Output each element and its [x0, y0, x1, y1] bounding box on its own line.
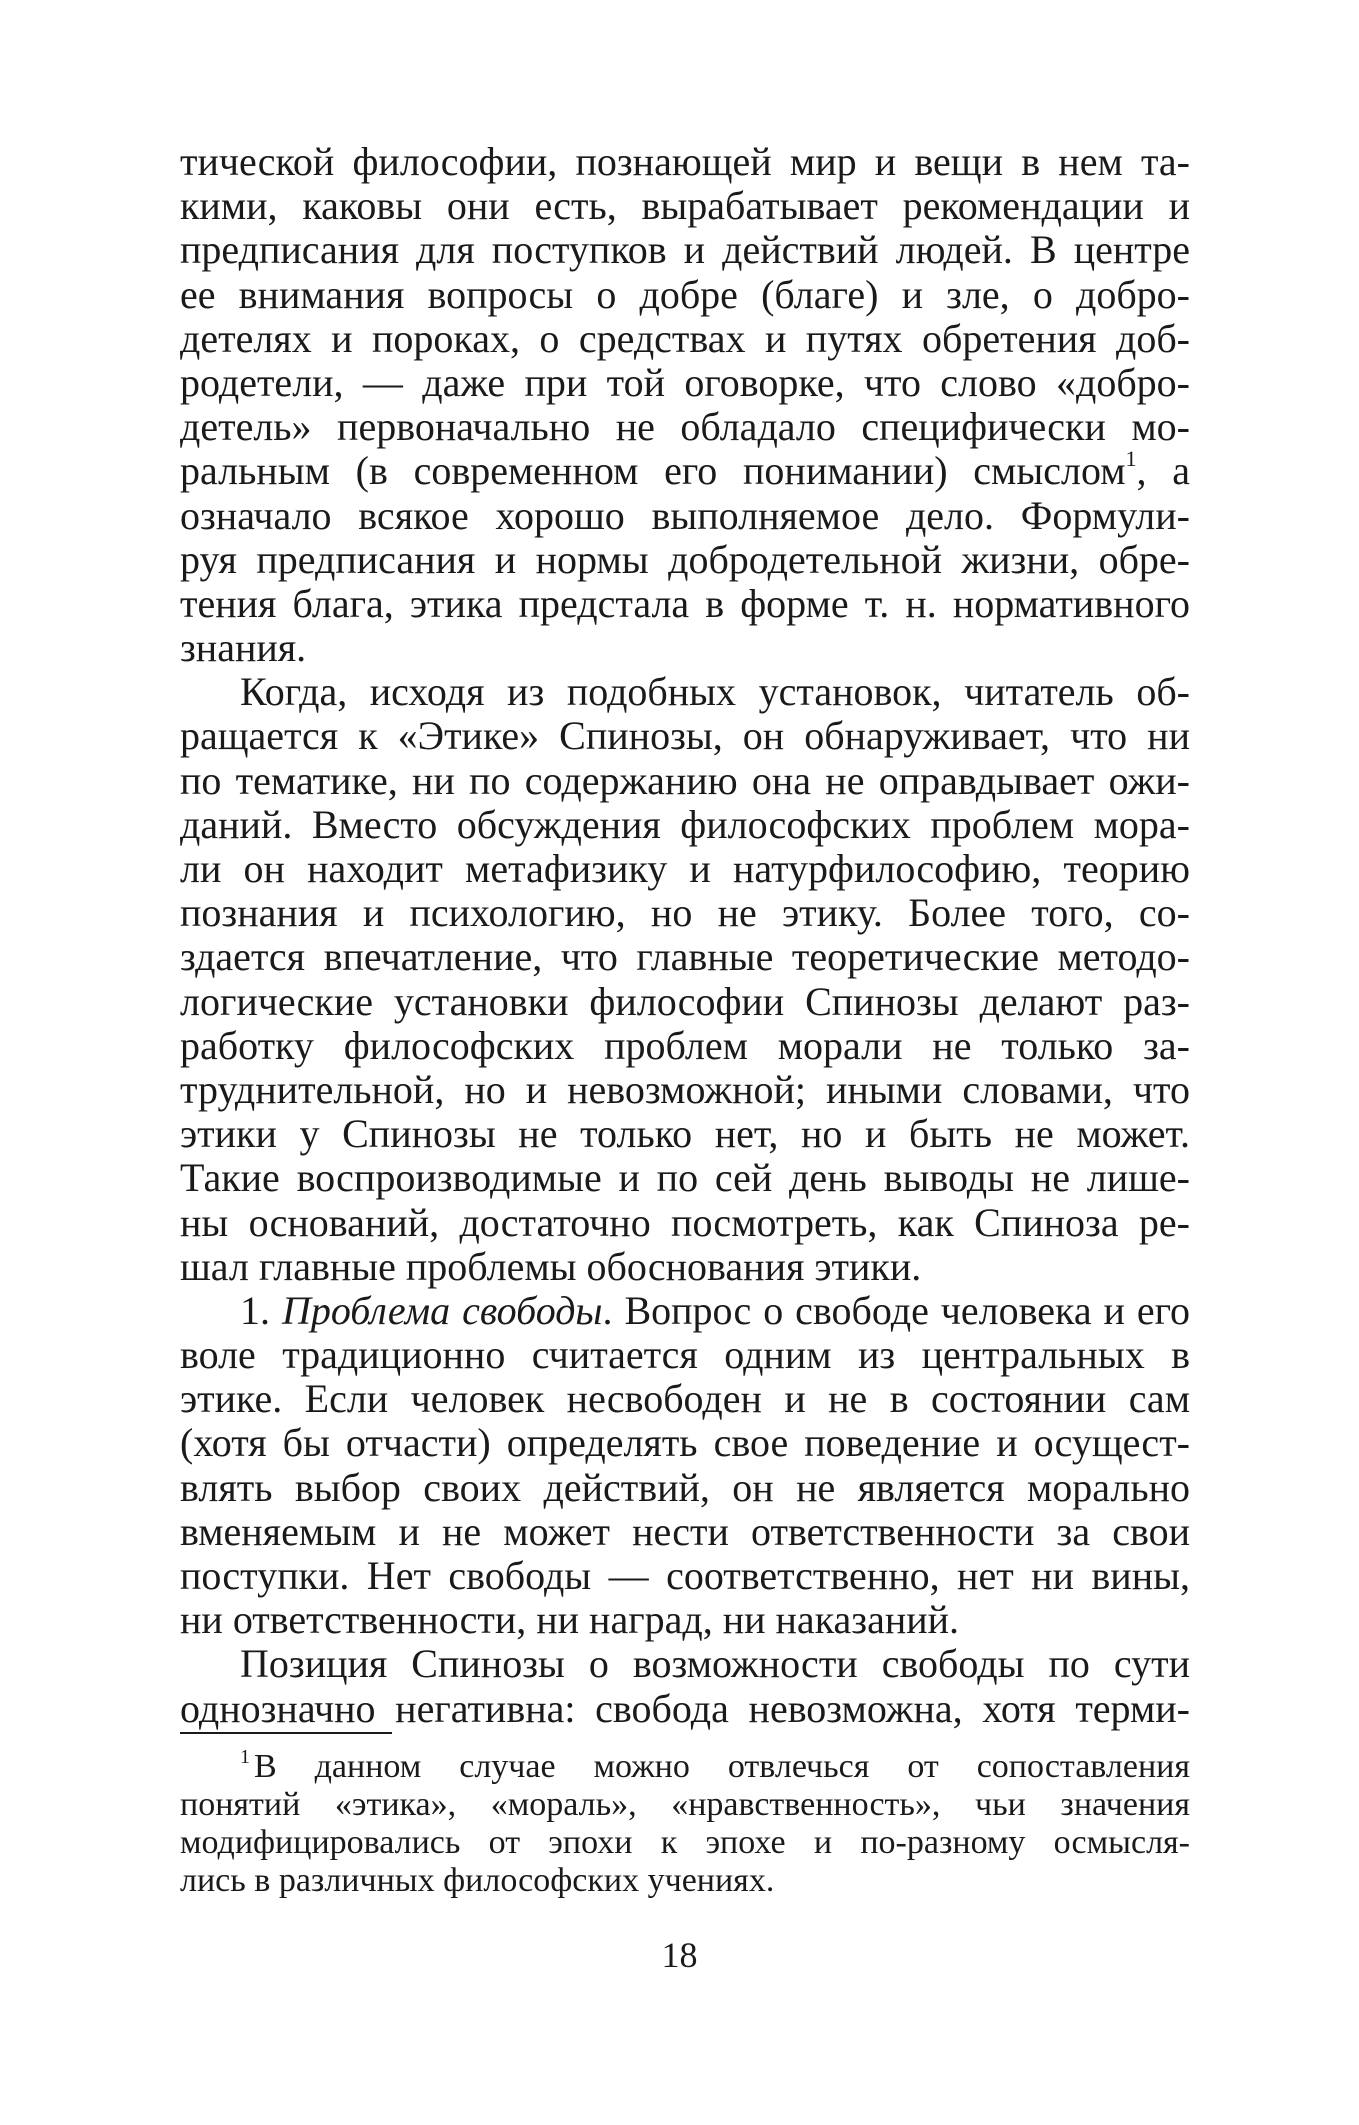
text-line: однозначно негативна: свобода невозможна, хотя терми-: [180, 1685, 1190, 1731]
section-heading-line: [180, 1289, 1190, 1333]
text-segment: В данном случае можно отвлечься от сопоставления: [254, 1748, 1190, 1785]
footnote-divider: [180, 1732, 392, 1734]
footnote-line: понятий «этика», «мораль», «нравственность», чьи значения: [180, 1786, 1190, 1823]
page-number: 18: [661, 1935, 698, 1975]
text-line: воле традиционно считается одним из центральных в: [180, 1332, 1190, 1378]
text-segment: ральным (в современном его понимании) смыслом: [180, 448, 1126, 494]
text-line: предписания для поступков и действий людей. В центре: [180, 227, 1190, 273]
text-line: работку философских проблем морали не только за-: [180, 1022, 1190, 1068]
footnote-line: модифицировались от эпохи к эпохе и по-разному осмысля-: [180, 1824, 1190, 1861]
text-line: этики у Спинозы не только нет, но и быть не может.: [180, 1111, 1190, 1157]
paragraph-first-line: Когда, исходя из подобных установок, читатель об-: [240, 669, 1190, 715]
main-text: [180, 140, 1190, 1731]
text-line: родетели, — даже при той оговорке, что слово «добро-: [180, 359, 1190, 405]
text-line: детелях и пороках, о средствах и путях обретения доб-: [180, 315, 1190, 361]
footnote-reference: 1: [1125, 446, 1137, 472]
text-line: ны оснований, достаточно посмотреть, как Спиноза ре-: [180, 1199, 1190, 1245]
text-line: ли он находит метафизику и натурфилософию, теорию: [180, 846, 1190, 891]
text-line: труднительной, но и невозможной; иными словами, что: [180, 1066, 1190, 1112]
text-line: ни ответственности, ни наград, ни наказаний.: [180, 1597, 960, 1643]
text-line: означало всякое хорошо выполняемое дело. Формули-: [180, 492, 1190, 538]
text-line-with-footnote-ref: [180, 446, 1190, 494]
text-line: влять выбор своих действий, он не является морально: [180, 1464, 1190, 1510]
footnote-marker: 1: [240, 1746, 250, 1768]
footnote-line: лись в различных философских учениях.: [180, 1862, 775, 1899]
text-line: ращается к «Этике» Спинозы, он обнаруживает, что ни: [180, 713, 1190, 759]
footnote: [180, 1748, 1190, 1900]
text-line: этике. Если человек несвободен и не в состоянии сам: [180, 1376, 1190, 1422]
text-line: Такие воспроизводимые и по сей день выводы не лише-: [180, 1155, 1190, 1201]
text-line: тической философии, познающей мир и вещи в нем та-: [180, 139, 1190, 184]
text-line: даний. Вместо обсуждения философских проблем мора-: [180, 801, 1190, 847]
text-line: кими, каковы они есть, вырабатывает рекомендации и: [180, 183, 1190, 229]
text-line: ее внимания вопросы о добре (благе) и зле, о добро-: [180, 271, 1190, 317]
text-line: руя предписания и нормы добродетельной жизни, обре-: [180, 536, 1190, 582]
paragraph-first-line: Позиция Спинозы о возможности свободы по сути: [240, 1641, 1190, 1687]
text-line: вменяемым и не может нести ответственности за свои: [180, 1508, 1190, 1554]
text-line: поступки. Нет свободы — соответственно, нет ни вины,: [180, 1553, 1190, 1598]
text-line: познания и психологию, но не этику. Более того, со-: [180, 890, 1190, 936]
text-line: детель» первоначально не обладало специфически мо-: [180, 404, 1190, 450]
text-line: (хотя бы отчасти) определять свое поведение и осущест-: [180, 1420, 1190, 1466]
text-line: по тематике, ни по содержанию она не оправдывает ожи-: [180, 757, 1190, 803]
text-line: здается впечатление, что главные теоретические методо-: [180, 934, 1190, 980]
text-line: шал главные проблемы обоснования этики.: [180, 1243, 922, 1289]
text-segment: , а: [1136, 448, 1190, 494]
text-line: логические установки философии Спинозы делают раз-: [180, 978, 1190, 1024]
text-segment: . Вопрос о свободе человека и его: [602, 1287, 1191, 1333]
section-title: Проблема свободы: [281, 1287, 603, 1333]
section-number: 1.: [240, 1287, 282, 1333]
text-line: тения блага, этика предстала в форме т. н. нормативного: [180, 580, 1190, 626]
text-line: знания.: [180, 625, 307, 671]
footnote-line: [180, 1748, 1190, 1786]
